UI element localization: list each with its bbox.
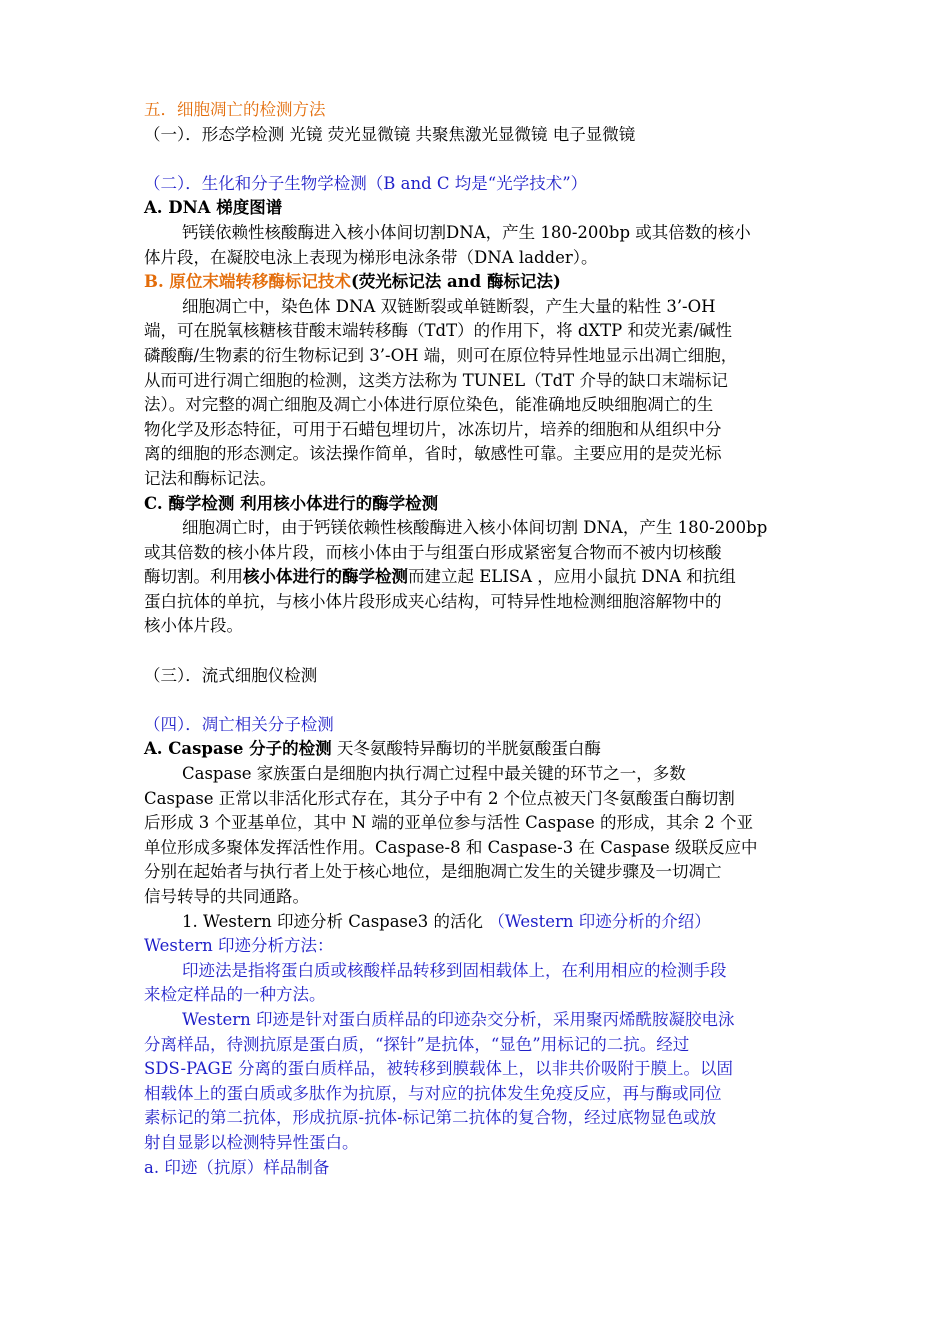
paragraph-line: 记法和酶标记法。: [144, 468, 276, 488]
western-item: [144, 910, 816, 935]
paragraph-line: 分离样品，待测抗原是蛋白质，“探针”是抗体，“显色”用标记的二抗。经过: [144, 1034, 690, 1054]
heading-tunel-main: B. 原位末端转移酶标记技术: [144, 272, 351, 292]
paragraph-line: 磷酸酶/生物素的衍生物标记到 3’-OH 端，则可在原位特异性地显示出凋亡细胞，: [144, 345, 738, 365]
western-item-label: 1. Western 印迹分析 Caspase3 的活化: [182, 911, 489, 931]
paragraph-line: 物化学及形态特征，可用于石蜡包埋切片，冰冻切片，培养的细胞和从组织中分: [144, 419, 722, 439]
paragraph-line: Caspase 正常以非活化形式存在，其分子中有 2 个位点被天门冬氨酸蛋白酶切割: [144, 788, 735, 808]
paragraph-line: Caspase 家族蛋白是细胞内执行凋亡过程中最关键的环节之一，多数: [182, 764, 686, 784]
paragraph-line: 离的细胞的形态测定。该法操作简单，省时，敏感性可靠。主要应用的是荧光标: [144, 444, 722, 464]
paragraph-line: 细胞凋亡时，由于钙镁依赖性核酸酶进入核小体间切割 DNA，产生 180-200bp: [182, 518, 768, 538]
paragraph-line: 蛋白抗体的单抗，与核小体片段形成夹心结构，可特异性地检测细胞溶解物中的: [144, 591, 722, 611]
paragraph-line: 核小体片段。: [144, 616, 243, 636]
paragraph-line: 单位形成多聚体发挥活性作用。Caspase-8 和 Caspase-3 在 Caspase 级联反应中: [144, 837, 758, 857]
text-run-bold: 核小体进行的酶学检测: [243, 567, 408, 587]
paragraph-line: 后形成 3 个亚基单位，其中 N 端的亚单位参与活性 Caspase 的形成，其余 2 个亚: [144, 813, 753, 833]
subsection-biochem: （二）．生化和分子生物学检测（B and C 均是“光学技术”）: [144, 173, 588, 193]
paragraph-line: 体片段，在凝胶电泳上表现为梯形电泳条带（DNA ladder）。: [144, 247, 598, 267]
text-run: 酶切割。利用: [144, 567, 243, 587]
paragraph-line: 端，可在脱氧核糖核苷酸末端转移酶（TdT）的作用下，将 dXTP 和荧光素/碱性: [144, 321, 733, 341]
western-method-heading: Western 印迹分析方法：: [144, 936, 334, 956]
heading-caspase-main: A. Caspase 分子的检测: [144, 739, 332, 759]
paragraph-line: [144, 565, 816, 590]
subsection-morphology: （一）．形态学检测 光镜 荧光显微镜 共聚焦激光显微镜 电子显微镜: [144, 124, 636, 144]
western-item-note: （Western 印迹分析的介绍）: [488, 911, 711, 931]
paragraph-line: 从而可进行凋亡细胞的检测，这类方法称为 TUNEL（TdT 介导的缺口末端标记: [144, 370, 728, 390]
heading-dna-ladder: A. DNA 梯度图谱: [144, 198, 283, 218]
subsection-flow: （三）．流式细胞仪检测: [144, 665, 318, 685]
paragraph-line: 射自显影以检测特异性蛋白。: [144, 1132, 359, 1152]
document-page: [144, 98, 816, 1180]
paragraph-line: 素标记的第二抗体，形成抗原-抗体-标记第二抗体的复合物，经过底物显色或放: [144, 1108, 717, 1128]
sample-prep-heading: a. 印迹（抗原）样品制备: [144, 1157, 330, 1177]
paragraph-line: 或其倍数的核小体片段，而核小体由于与组蛋白形成紧密复合物而不被内切核酸: [144, 542, 722, 562]
paragraph-line: 来检定样品的一种方法。: [144, 985, 326, 1005]
text-run: 而建立起 ELISA ，应用小鼠抗 DNA 和抗组: [408, 567, 736, 587]
paragraph-line: 细胞凋亡中，染色体 DNA 双链断裂或单链断裂，产生大量的粘性 3’-OH: [182, 296, 716, 316]
heading-caspase-note: 天冬氨酸特异酶切的半胱氨酸蛋白酶: [331, 739, 601, 759]
paragraph-line: 分别在起始者与执行者上处于核心地位，是细胞凋亡发生的关键步骤及一切凋亡: [144, 862, 722, 882]
paragraph-line: 相载体上的蛋白质或多肽作为抗原，与对应的抗体发生免疫反应，再与酶或同位: [144, 1083, 722, 1103]
subsection-molecular: （四）．凋亡相关分子检测: [144, 714, 334, 734]
heading-enzyme: C. 酶学检测 利用核小体进行的酶学检测: [144, 493, 439, 513]
section-title: 五．细胞凋亡的检测方法: [144, 100, 326, 119]
paragraph-line: 印迹法是指将蛋白质或核酸样品转移到固相载体上，在利用相应的检测手段: [182, 960, 727, 980]
paragraph-line: 信号转导的共同通路。: [144, 887, 309, 906]
paragraph-line: Western 印迹是针对蛋白质样品的印迹杂交分析，采用聚丙烯酰胺凝胶电泳: [182, 1009, 735, 1029]
heading-caspase: [144, 737, 816, 762]
heading-tunel: [144, 270, 816, 295]
paragraph-line: SDS-PAGE 分离的蛋白质样品，被转移到膜载体上，以非共价吸附于膜上。以固: [144, 1059, 733, 1079]
heading-tunel-note: (荧光标记法 and 酶标记法): [350, 272, 561, 292]
paragraph-line: 钙镁依赖性核酸酶进入核小体间切割DNA，产生 180-200bp 或其倍数的核小: [182, 222, 751, 242]
paragraph-line: 法）。对完整的凋亡细胞及凋亡小体进行原位染色，能准确地反映细胞凋亡的生: [144, 395, 714, 415]
